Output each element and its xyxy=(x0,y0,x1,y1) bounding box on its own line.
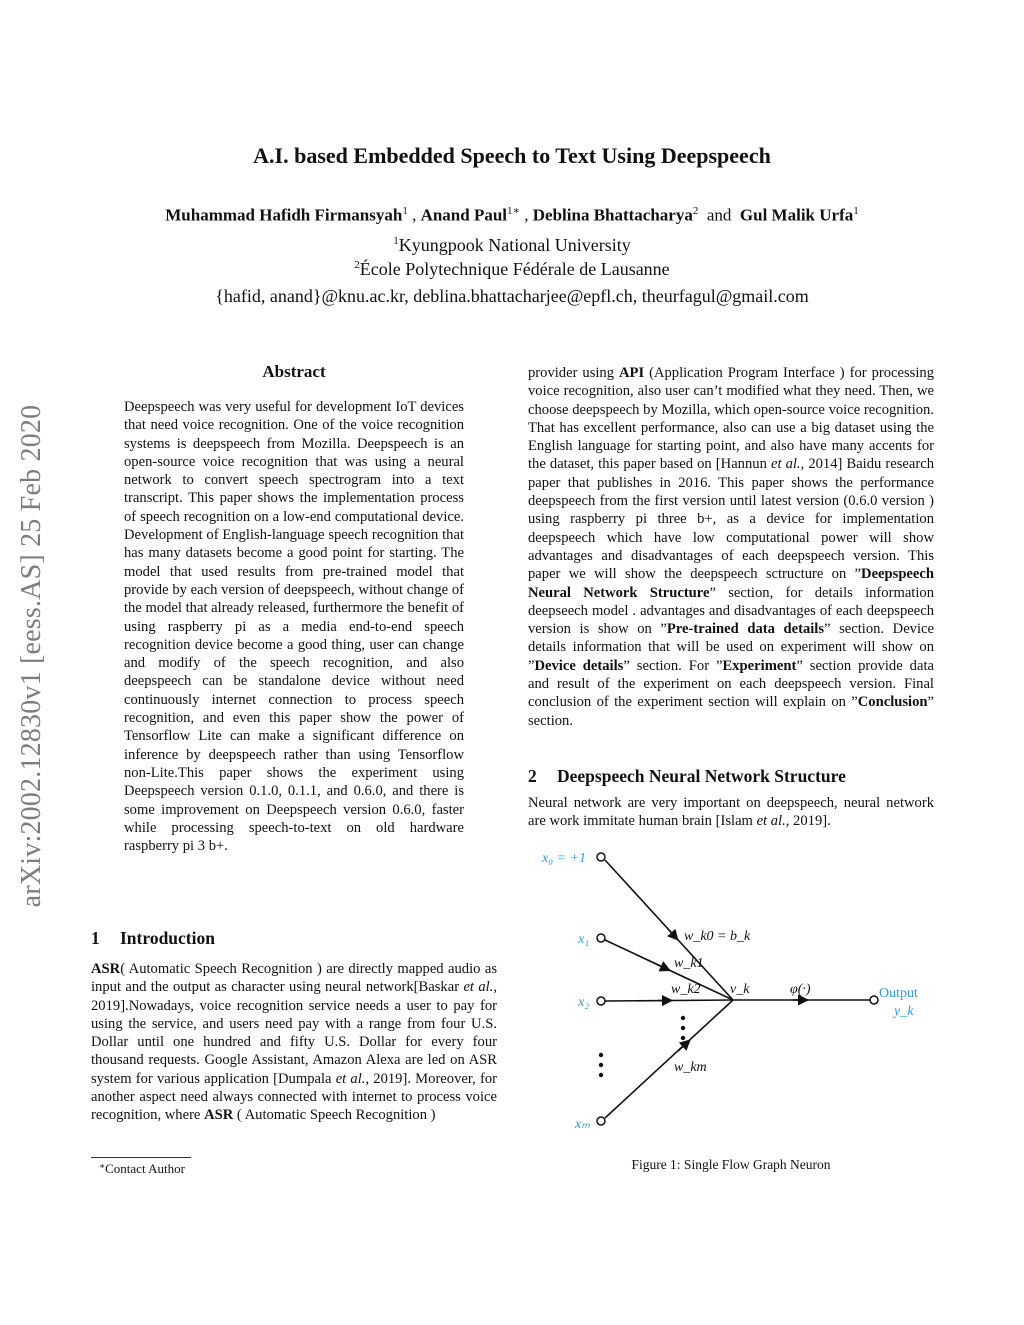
author-name: Gul Malik Urfa xyxy=(739,205,854,225)
section-number: 2 xyxy=(528,766,537,786)
ellipsis-dot xyxy=(681,1016,685,1020)
bold-term: ASR xyxy=(91,961,121,977)
ellipsis-dot xyxy=(599,1063,603,1067)
input-node-x1 xyxy=(597,934,605,942)
edge-xm xyxy=(605,1000,733,1118)
affil-name: École Polytechnique Fédérale de Lausanne xyxy=(359,259,670,279)
label-yk: y_k xyxy=(894,1004,914,1019)
author-affil-mark: 2 xyxy=(692,205,699,217)
label-vk: v_k xyxy=(730,982,750,997)
ellipsis-dot xyxy=(599,1073,603,1077)
abstract-heading: Abstract xyxy=(262,362,326,381)
label-x2: x₂ xyxy=(578,995,590,1010)
author-name: Muhammad Hafidh Firmansyah xyxy=(165,205,403,225)
introduction-continued xyxy=(528,364,934,730)
affiliation-2 xyxy=(0,259,1024,280)
arrow-w1 xyxy=(656,964,670,971)
body-text: ( Automatic Speech Recognition ) are directly mapped audio as input and the output as character using neural network[Baskar xyxy=(91,961,497,996)
body-text: , 2019]. Moreover, for another aspect need always connected with internet to process voice recognition, where xyxy=(91,1070,497,1124)
input-node-x0 xyxy=(597,853,605,861)
affiliation-1 xyxy=(0,235,1024,256)
label-wkm: w_km xyxy=(674,1060,707,1075)
citation-etal: et al. xyxy=(463,979,494,996)
bold-term: Conclusion xyxy=(857,694,928,711)
label-phi: φ(·) xyxy=(790,982,811,997)
bold-term: Pre-trained data details xyxy=(666,621,825,638)
abstract-text: Deepspeech was very useful for development IoT devices that need voice recognition. One of the voice recognition systems is deepspeech from Mozilla. Deepspeech is an open-source voice recognition that was using a neural network to convert speech spectrogram into a text transcript. This paper shows the implementation process of speech recognition on a low-end computational device. Development of English-language speech recognition that has many datasets become a good point for starting. The model that used results from pre-trained model that provide by each version of deepspeech, without change of the model that already released, furthermore the benefit of using raspberry pi as a media end-to-end speech recognition device become a good thing, user can change and modify of the speech recognition, and also deepspeech can be standalone device without need continuously internet connection to process speech recognition, and even this paper show the power of Tensorflow Lite can make a significant difference on inference by deepspeech rather than using Tensorflow non-Lite.This paper shows the experiment using Deepspeech version 0.1.0, 0.1.1, and 0.6.0, and there is some improvement on Deepspeech version 0.6.0, faster while processing speech-to-text on old hardware raspberry pi 3 b+. xyxy=(124,399,464,855)
author-emails: {hafid, anand}@knu.ac.kr, deblina.bhattacharjee@epfl.ch, theurfagul@gmail.com xyxy=(215,286,809,306)
author-name: Deblina Bhattacharya xyxy=(532,205,693,225)
label-x1: x₁ xyxy=(578,932,590,947)
neuron-diagram xyxy=(528,840,934,1150)
body-text: ” section, for details information deepseech model . advantages and disadvantages of each deepspeech version is show on ” xyxy=(528,584,934,638)
affil-name: Kyungpook National University xyxy=(398,235,631,255)
author-affil-mark: 1 xyxy=(402,205,408,217)
section-title: Deepspeech Neural Network Structure xyxy=(557,766,846,786)
section-number: 1 xyxy=(91,928,100,948)
body-text: , 2019].Nowadays, voice recognition service needs a user to pay for using the service, and users need pay with a range from four U.S. Dollar until one hundred and fifty U.S. Dollar for every four thousand requests. Google Assistant, Amazon Alexa are led on ASR system for various application [Dumpala xyxy=(91,979,497,1087)
author-list: Muhammad Hafidh Firmansyah$^1$ , Anand Paul$^{1∗}$ , Deblina Bhattacharya$^2$ and Gul Malik Urfa$^1$ xyxy=(165,205,859,225)
footnote-mark: ∗ xyxy=(99,1161,106,1171)
bold-term: Experiment xyxy=(722,657,797,674)
body-text: provider using xyxy=(528,365,619,381)
ellipsis-dot xyxy=(599,1053,603,1057)
bold-term: ASR xyxy=(204,1107,234,1124)
label-x0: x₀ = +1 xyxy=(542,851,586,866)
bold-term: Deepspeech Neural Network Structure xyxy=(528,566,934,601)
footnote-text: Contact Author xyxy=(105,1161,185,1176)
figure-caption: Figure 1: Single Flow Graph Neuron xyxy=(631,1157,831,1172)
body-text: Neural network are very important on deepspeech, neural network are work immitate human brain [Islam xyxy=(528,795,934,830)
author-affil-mark: 1 xyxy=(853,205,859,217)
bold-term: API xyxy=(618,365,645,381)
body-text: ” section. xyxy=(528,694,934,729)
section2-body xyxy=(528,794,934,831)
citation-etal: et al. xyxy=(770,456,801,473)
ellipsis-dot xyxy=(681,1026,685,1030)
input-node-x2 xyxy=(597,997,605,1005)
citation-etal: et al. xyxy=(756,813,786,830)
arxiv-sidebar-stamp: arXiv:2002.12830v1 [eess.AS] 25 Feb 2020 xyxy=(16,404,47,908)
label-wk1: w_k1 xyxy=(674,956,704,971)
footnote-rule xyxy=(91,1157,191,1158)
affil-mark: 2 xyxy=(354,259,360,271)
bold-term: Device details xyxy=(534,657,624,674)
label-xm: xₘ xyxy=(575,1117,590,1132)
body-text: ( Automatic Speech Recognition ) xyxy=(233,1107,436,1124)
paper-title: A.I. based Embedded Speech to Text Using Deepspeech xyxy=(253,143,771,168)
abstract-body xyxy=(124,398,464,855)
author-name: Anand Paul xyxy=(420,205,508,225)
body-text: ” section. For ” xyxy=(623,657,723,674)
label-wk0: w_k0 = b_k xyxy=(684,929,751,944)
body-text: ” section provide data and result of the experiment on each deepspeech version. Final conclusion of the experiment section will explain on ” xyxy=(528,657,934,711)
section-heading-deepspeech-structure xyxy=(528,766,928,787)
section-title: Introduction xyxy=(120,928,215,948)
output-node xyxy=(870,996,878,1004)
label-wk2: w_k2 xyxy=(671,982,701,997)
affil-mark: 1 xyxy=(393,235,399,247)
section-heading-introduction xyxy=(91,928,491,949)
author-affil-mark: 1∗ xyxy=(507,205,521,217)
author-conjunction: and xyxy=(706,205,732,225)
body-text: , 2014] Baidu research paper that publishes in 2016. This paper shows the performance deepspeech from the first version until latest version (0.6.0 version ) using raspberry pi three b+, as a device for implementation deepspeech which have low computational power will show advantages and disadvantages of each deepspeech version. This paper we will show the deepspeech sctructure on ” xyxy=(528,456,935,583)
ellipsis-dot xyxy=(681,1036,685,1040)
body-text: , 2019]. xyxy=(785,813,831,830)
label-output: Output xyxy=(879,986,918,1001)
citation-etal: et al. xyxy=(335,1070,366,1087)
body-text: (Application Program Interface ) for processing voice recognition, also user can’t modified what they need. Then, we choose deepspeech by Mozilla, which open-source voice recognition. That has excellent performance, also can use a big dataset using the English language for starting point, and also have many accents for the dataset, this paper based on [Hannun xyxy=(528,365,934,473)
arrow-w0 xyxy=(668,929,678,940)
arrow-wm xyxy=(678,1040,690,1051)
input-node-xm xyxy=(597,1117,605,1125)
introduction-body xyxy=(91,960,497,1125)
footnote xyxy=(91,1161,391,1177)
body-text: ” section. Device details information that will be used on experiment will show on ” xyxy=(528,621,934,674)
